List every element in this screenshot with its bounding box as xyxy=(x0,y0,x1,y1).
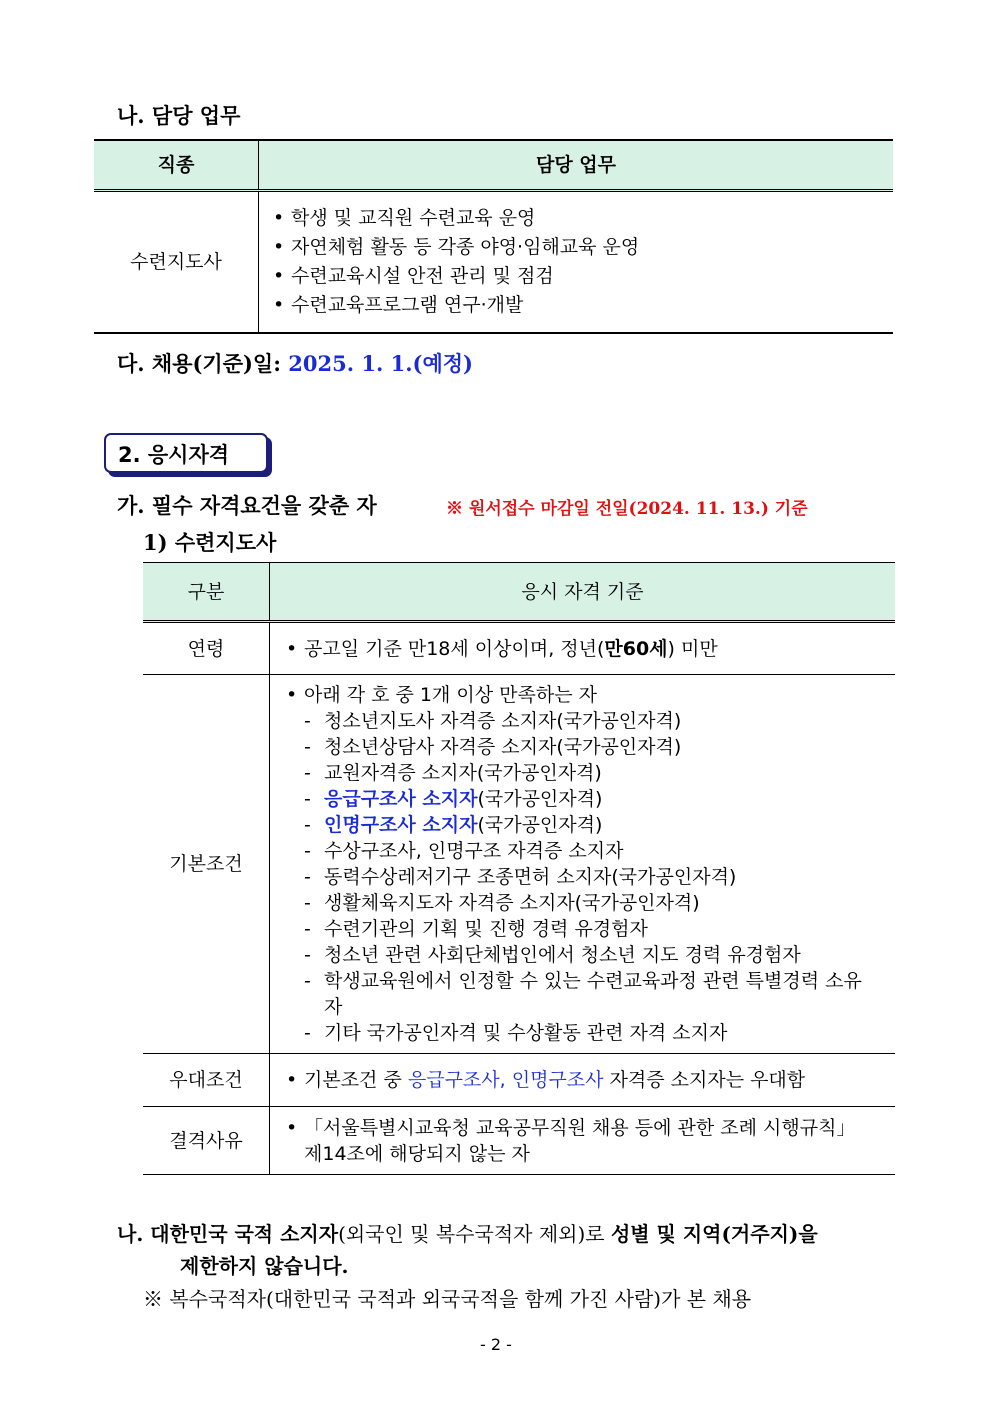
preferred-text: • 기본조건 중 응급구조사, 인명구조사 자격증 소지자는 우대함 xyxy=(286,1067,881,1093)
basic-item: - 동력수상레저기구 조종면허 소지자(국가공인자격) xyxy=(286,864,881,890)
duty-item: • 수련교육시설 안전 관리 및 점검 xyxy=(273,262,892,291)
age-label: 연령 xyxy=(143,622,270,675)
section-na2-line1: 나. 대한민국 국적 소지자(외국인 및 복수국적자 제외)로 성별 및 지역(거주지)을 xyxy=(117,1222,818,1246)
basic-item: - 생활체육지도자 자격증 소지자(국가공인자격) xyxy=(286,890,881,916)
basic-item: - 인명구조사 소지자(국가공인자격) xyxy=(286,812,881,838)
duty-item: • 자연체험 활동 등 각종 야영·임해교육 운영 xyxy=(273,233,892,262)
qualification-table xyxy=(143,562,895,1175)
basic-label: 기본조건 xyxy=(143,675,270,1054)
basic-item: - 학생교육원에서 인정할 수 있는 수련교육과정 관련 특별경력 소유자 xyxy=(286,968,881,1020)
basic-item: - 수상구조사, 인명구조 자격증 소지자 xyxy=(286,838,881,864)
qual-header-category: 구분 xyxy=(143,563,270,622)
basic-item: - 청소년지도사 자격증 소지자(국가공인자격) xyxy=(286,708,881,734)
preferred-cell xyxy=(270,1054,896,1107)
section-ga-title: 가. 필수 자격요건을 갖춘 자 xyxy=(117,493,377,518)
basic-item: - 응급구조사 소지자(국가공인자격) xyxy=(286,786,881,812)
duty-item: • 수련교육프로그램 연구·개발 xyxy=(273,291,892,320)
disqualify-cell xyxy=(270,1107,896,1175)
hire-date: 2025. 1. 1.(예정) xyxy=(288,351,473,376)
disqualify-line2: 제14조에 해당되지 않는 자 xyxy=(304,1142,530,1165)
section-na-title: 나. 담당 업무 xyxy=(117,103,241,128)
disqualify-label: 결격사유 xyxy=(143,1107,270,1175)
basic-item: - 교원자격증 소지자(국가공인자격) xyxy=(286,760,881,786)
page-number: - 2 - xyxy=(480,1335,512,1354)
qual-header-criteria: 응시 자격 기준 xyxy=(270,563,896,622)
basic-item: - 기타 국가공인자격 및 수상활동 관련 자격 소지자 xyxy=(286,1020,881,1046)
section-ga-note: ※ 원서접수 마감일 전일(2024. 11. 13.) 기준 xyxy=(446,499,808,519)
basic-cell xyxy=(270,675,896,1054)
duty-table xyxy=(94,139,893,334)
section-da xyxy=(117,348,473,378)
basic-item: - 청소년 관련 사회단체법인에서 청소년 지도 경력 유경험자 xyxy=(286,942,881,968)
basic-item: - 청소년상담사 자격증 소지자(국가공인자격) xyxy=(286,734,881,760)
duty-item: • 학생 및 교직원 수련교육 운영 xyxy=(273,204,892,233)
age-cell xyxy=(270,622,896,675)
basic-intro: • 아래 각 호 중 1개 이상 만족하는 자 xyxy=(286,682,881,708)
preferred-label: 우대조건 xyxy=(143,1054,270,1107)
duty-header-duties: 담당 업무 xyxy=(259,140,894,191)
basic-item: - 수련기관의 기획 및 진행 경력 유경험자 xyxy=(286,916,881,942)
section-na2-line2: 제한하지 않습니다. xyxy=(180,1254,349,1278)
duty-job-cell: 수련지도사 xyxy=(94,191,259,334)
sub1-title: 1) 수련지도사 xyxy=(143,530,277,555)
section-da-label: 다. 채용(기준)일: xyxy=(117,351,289,376)
duty-list-cell xyxy=(259,191,894,334)
dual-nationality-note: ※ 복수국적자(대한민국 국적과 외국국적을 함께 가진 사람)가 본 채용 xyxy=(143,1287,752,1311)
duty-header-job: 직종 xyxy=(94,140,259,191)
section2-title: 2. 응시자격 xyxy=(104,433,268,473)
disqualify-line1: • 「서울특별시교육청 교육공무직원 채용 등에 관한 조례 시행규칙」 xyxy=(286,1115,881,1141)
age-text: • 공고일 기준 만18세 이상이며, 정년(만60세) 미만 xyxy=(286,636,881,662)
